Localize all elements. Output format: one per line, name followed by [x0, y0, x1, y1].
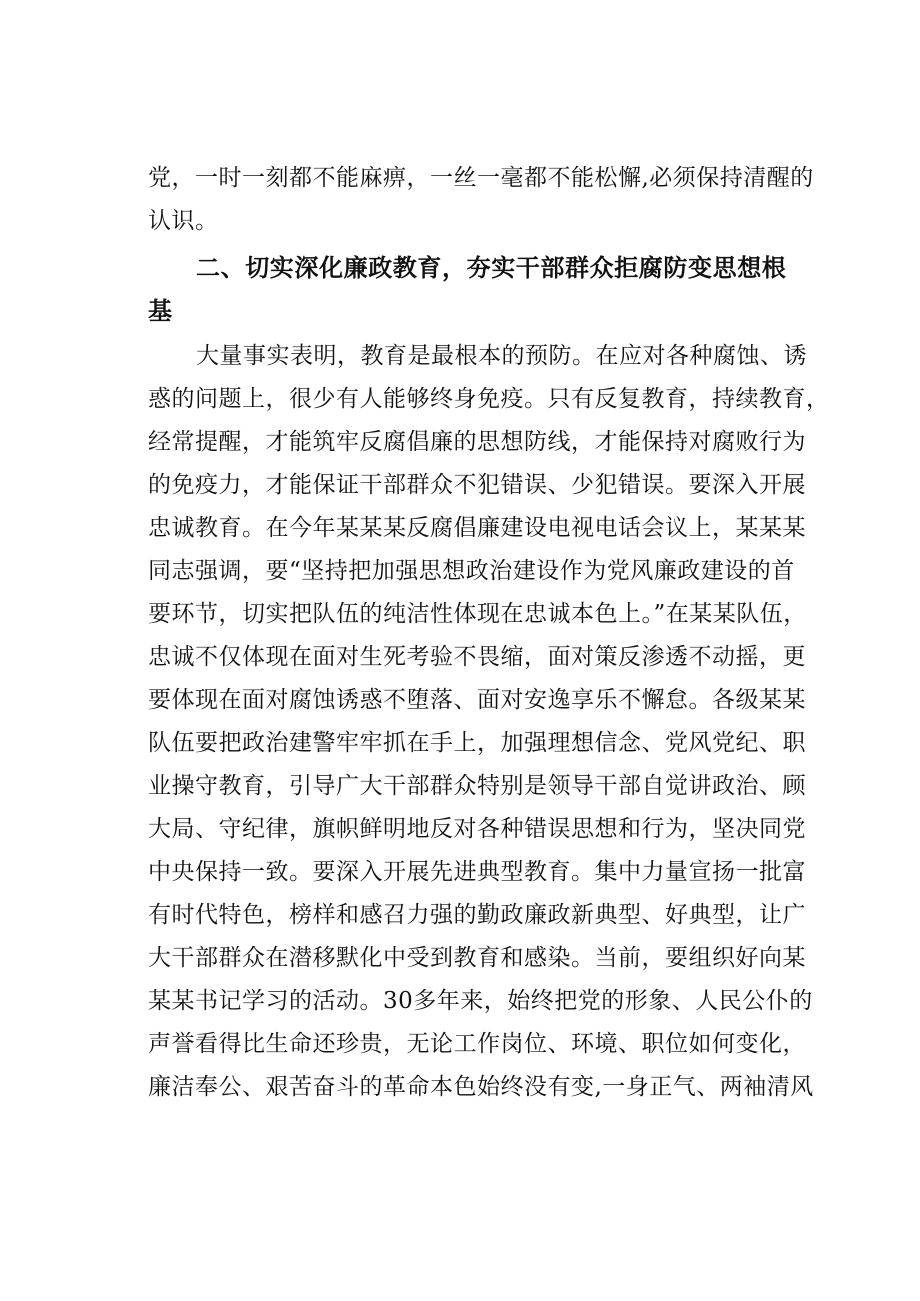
text-line: 大干部群众在潜移默化中受到教育和感染。当前，要组织好向某	[148, 945, 806, 971]
section-heading: 二、切实深化廉政教育，夯实干部群众拒腐防变思想根	[196, 254, 787, 282]
text-line: 认识。	[148, 208, 219, 234]
text-line: 党，一时一刻都不能麻痹，一丝一毫都不能松懈,必须保持清醒的	[148, 165, 814, 191]
text-line: 业操守教育，引导广大干部群众特别是领导干部自觉讲政治、顾	[148, 773, 806, 799]
text-line: 队伍要把政治建警牢牢抓在手上，加强理想信念、党风党纪、职	[148, 730, 806, 756]
text-line: 忠诚教育。在今年某某某反腐倡廉建设电视电话会议上，某某某	[148, 515, 806, 541]
text-line: 同志强调，要“坚持把加强思想政治建设作为党风廉政建设的首	[148, 558, 795, 584]
text-line: 要体现在面对腐蚀诱惑不堕落、面对安逸享乐不懈怠。各级某某	[148, 687, 806, 713]
text-line: 要环节，切实把队伍的纯洁性体现在忠诚本色上。”在某某队伍，	[148, 601, 807, 627]
text-line: 忠诚不仅体现在面对生死考验不畏缩，面对策反渗透不动摇，更	[148, 644, 806, 670]
text-line: 大局、守纪律，旗帜鲜明地反对各种错误思想和行为，坚决同党	[148, 816, 806, 842]
text-line: 声誉看得比生命还珍贵，无论工作岗位、环境、职位如何变化，	[148, 1031, 806, 1057]
text-line: 中央保持一致。要深入开展先进典型教育。集中力量宣扬一批富	[148, 859, 806, 885]
text-line: 廉洁奉公、艰苦奋斗的革命本色始终没有变,一身正气、两袖清风	[148, 1074, 814, 1100]
text-line: 惑的问题上，很少有人能够终身免疫。只有反复教育，持续教育，	[148, 386, 830, 412]
text-line: 某某书记学习的活动。30多年来，始终把党的形象、人民公仆的	[148, 988, 813, 1014]
section-heading-continuation: 基	[148, 297, 173, 325]
text-line: 有时代特色，榜样和感召力强的勤政廉政新典型、好典型，让广	[148, 902, 806, 928]
text-line: 经常提醒，才能筑牢反腐倡廉的思想防线，才能保持对腐败行为	[148, 429, 806, 455]
paragraph-first-line: 大量事实表明，教育是最根本的预防。在应对各种腐蚀、诱	[196, 343, 807, 369]
text-line: 的免疫力，才能保证干部群众不犯错误、少犯错误。要深入开展	[148, 472, 806, 498]
